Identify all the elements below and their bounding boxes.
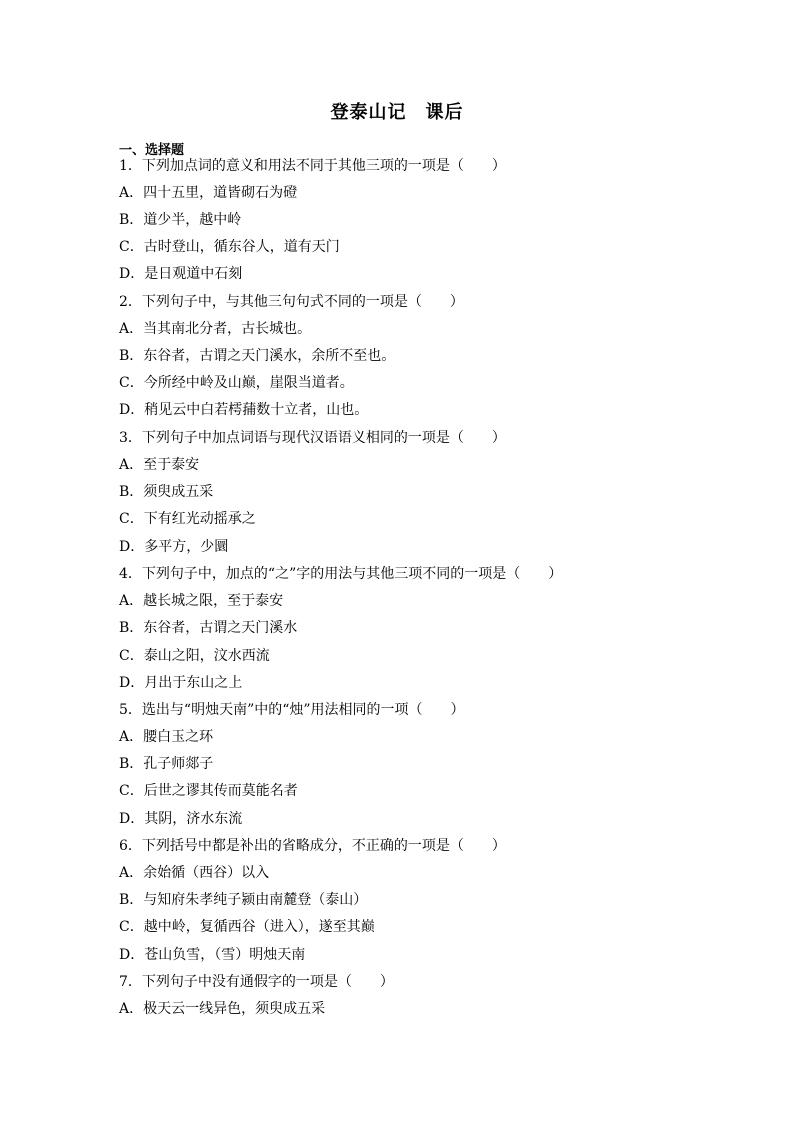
- document-title: 登泰山记 课后: [330, 102, 464, 123]
- question-4-option-b: B．东谷者，古谓之天门溪水: [119, 620, 298, 636]
- question-1-stem: 1．下列加点词的意义和用法不同于其他三项的一项是（ ）: [119, 158, 506, 174]
- question-4-option-d: D．月出于东山之上: [119, 675, 243, 691]
- question-5-option-c: C．后世之谬其传而莫能名者: [119, 783, 298, 799]
- question-3-option-c: C．下有红光动摇承之: [119, 511, 256, 527]
- question-5-option-b: B．孔子师郯子: [119, 756, 214, 772]
- question-6-stem: 6．下列括号中都是补出的省略成分，不正确的一项是（ ）: [119, 838, 506, 854]
- question-5-stem: 5．选出与“明烛天南”中的“烛”用法相同的一项（ ）: [119, 702, 465, 718]
- question-4-option-c: C．泰山之阳，汶水西流: [119, 648, 270, 664]
- question-1-option-a: A．四十五里，道皆砌石为磴: [119, 185, 298, 201]
- question-3-option-a: A．至于泰安: [119, 457, 200, 473]
- question-2-option-b: B．东谷者，古谓之天门溪水，余所不至也。: [119, 348, 396, 364]
- section-heading: 一、选择题: [119, 143, 185, 158]
- question-7-option-a: A．极天云一线异色，须臾成五采: [119, 1001, 326, 1017]
- question-3-option-d: D．多平方，少圜: [119, 539, 229, 555]
- question-6-option-b: B．与知府朱孝纯子颍由南麓登（泰山）: [119, 892, 368, 908]
- question-5-option-d: D．其阴，济水东流: [119, 811, 243, 827]
- question-6-option-a: A．余始循（西谷）以入: [119, 865, 270, 881]
- question-1-option-b: B．道少半，越中岭: [119, 212, 242, 228]
- question-5-option-a: A．腰白玉之环: [119, 729, 214, 745]
- question-2-option-d: D．稍见云中白若樗蒱数十立者，山也。: [119, 402, 369, 418]
- question-2-option-c: C．今所经中岭及山巅，崖限当道者。: [119, 375, 354, 391]
- question-1-option-c: C．古时登山，循东谷人，道有天门: [119, 239, 340, 255]
- question-1-option-d: D．是日观道中石刻: [119, 266, 243, 282]
- question-2-stem: 2．下列句子中，与其他三句句式不同的一项是（ ）: [119, 294, 464, 310]
- question-2-option-a: A．当其南北分者，古长城也。: [119, 321, 312, 337]
- question-4-option-a: A．越长城之限，至于泰安: [119, 593, 284, 609]
- question-4-stem: 4．下列句子中，加点的“之”字的用法与其他三项不同的一项是（ ）: [119, 566, 563, 582]
- question-6-option-c: C．越中岭，复循西谷（进入），遂至其巅: [119, 919, 375, 935]
- question-3-option-b: B．须臾成五采: [119, 484, 214, 500]
- question-6-option-d: D．苍山负雪，（雪）明烛天南: [119, 947, 306, 963]
- question-3-stem: 3．下列句子中加点词语与现代汉语语义相同的一项是（ ）: [119, 430, 506, 446]
- question-7-stem: 7．下列句子中没有通假字的一项是（ ）: [119, 974, 394, 990]
